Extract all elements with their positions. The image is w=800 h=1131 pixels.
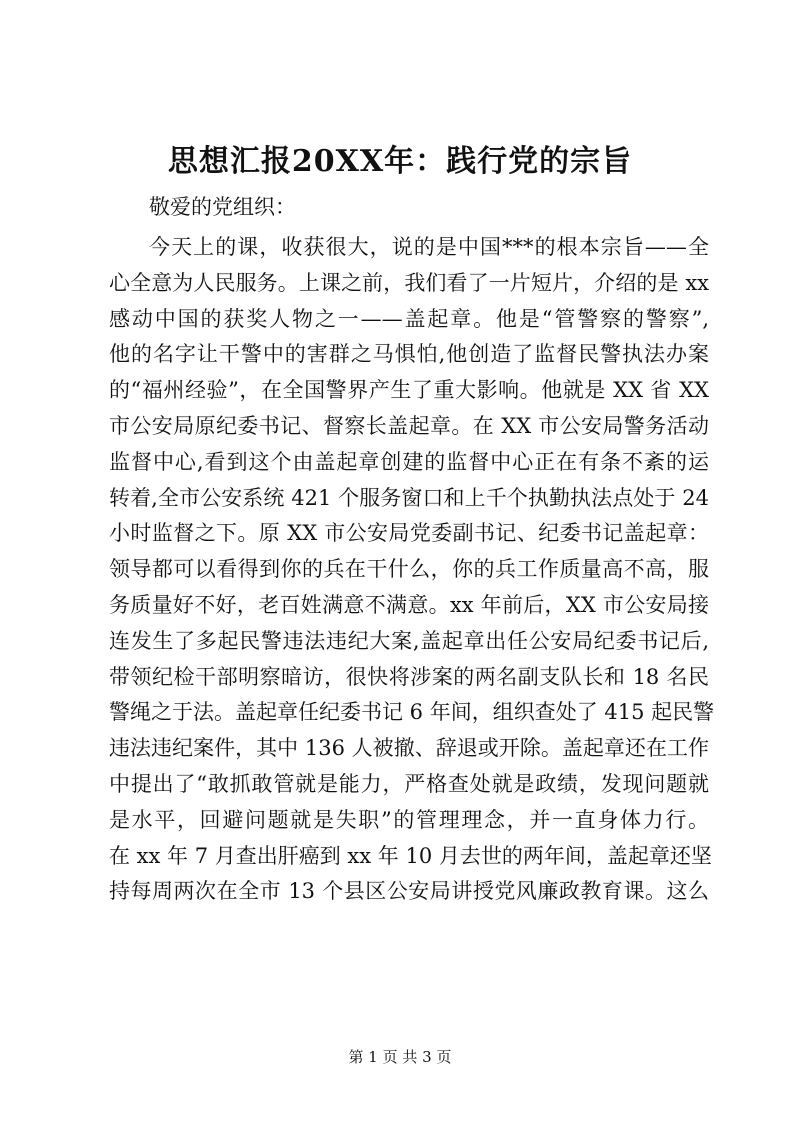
salutation: 敬爱的党组织：	[149, 195, 296, 219]
body-line: 转着,全市公安系统 421 个服务窗口和上千个执勤执法点处于 24	[109, 485, 709, 510]
body-line: 违法违纪案件，其中 136 人被撤、辞退或开除。盖起章还在工作	[109, 736, 709, 761]
body-text	[109, 230, 715, 910]
body-line: 在 xx 年 7 月查出肝癌到 xx 年 10 月去世的两年间，盖起章还坚	[109, 843, 712, 868]
body-line: 心全意为人民服务。上课之前，我们看了一片短片，介绍的是 xx	[109, 270, 709, 295]
body-line: 他的名字让干警中的害群之马惧怕,他创造了监督民警执法办案	[109, 342, 709, 367]
body-line: 连发生了多起民警违法违纪大案,盖起章出任公安局纪委书记后,	[109, 628, 709, 653]
body-line: 领导都可以看得到你的兵在干什么，你的兵工作质量高不高，服	[109, 557, 709, 582]
body-line: 警绳之于法。盖起章任纪委书记 6 年间，组织查处了 415 起民警	[109, 700, 715, 725]
body-line: 是水平，回避问题就是失职”的管理理念，并一直身体力行。	[109, 807, 709, 832]
body-line: 的“福州经验”，在全国警界产生了重大影响。他就是 XX 省 XX	[109, 378, 709, 403]
body-line: 市公安局原纪委书记、督察长盖起章。在 XX 市公安局警务活动	[109, 413, 709, 438]
body-line: 务质量好不好，老百姓满意不满意。xx 年前后，XX 市公安局接	[109, 592, 709, 617]
body-line: 带领纪检干部明察暗访，很快将涉案的两名副支队长和 18 名民	[109, 664, 709, 689]
body-line: 今天上的课，收获很大，说的是中国***的根本宗旨——全	[149, 235, 709, 259]
document-title: 思想汇报20XX年：践行党的宗旨	[167, 144, 633, 179]
body-line: 小时监督之下。原 XX 市公安局党委副书记、纪委书记盖起章：	[109, 521, 709, 546]
body-line: 中提出了“敢抓敢管就是能力，严格查处就是政绩，发现问题就	[109, 771, 709, 796]
body-line: 监督中心,看到这个由盖起章创建的监督中心正在有条不紊的运	[109, 449, 709, 474]
page-footer: 第 1 页 共 3 页	[348, 1048, 452, 1066]
body-line: 持每周两次在全市 13 个县区公安局讲授党风廉政教育课。这么	[109, 879, 709, 904]
body-line: 感动中国的获奖人物之一——盖起章。他是“管警察的警察”,	[109, 306, 709, 331]
